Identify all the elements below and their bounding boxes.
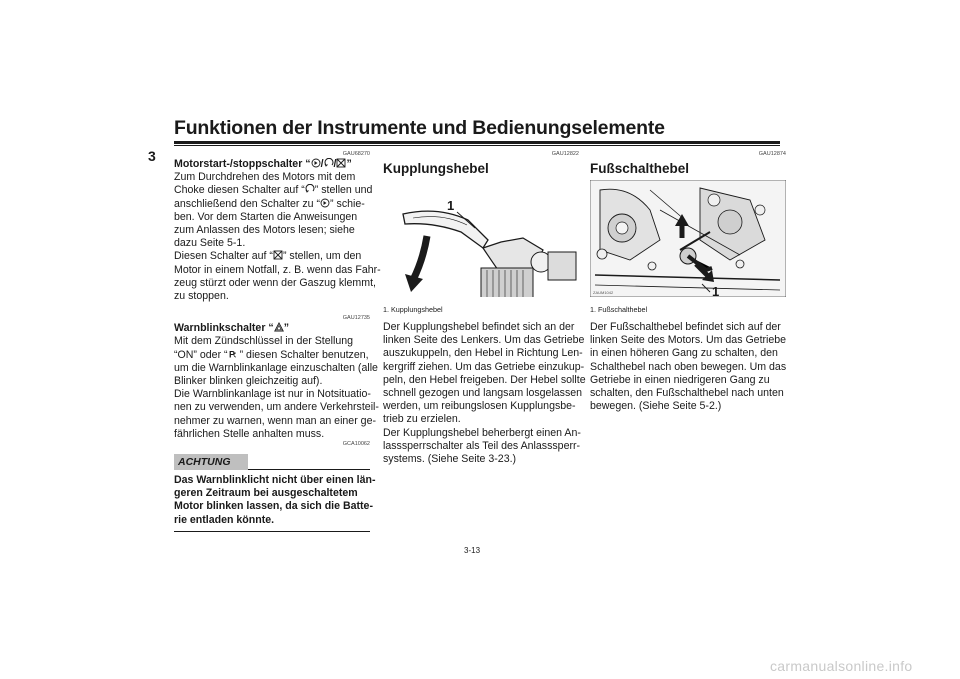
notice-header — [174, 454, 370, 470]
section-code: GCA10062 — [342, 441, 370, 448]
section-code: GAU12735 — [342, 315, 370, 322]
engine-stop-icon — [336, 158, 346, 168]
watermark-link[interactable]: carmanualsonline.info — [770, 658, 913, 674]
hazard-triangle-icon — [274, 322, 284, 332]
svg-text:P: P — [228, 349, 235, 359]
right-column: GAU12874 Fußschalthebel 1 ZAUM1042 1. Fußschalthebel Der Fußschalthebel befindet sich auf der linken Seite des Motors. Um das Getriebe in einen höheren Gang zu schalten, den Schalthebel nach oben bewegen. Um das Getriebe in einen niedrigeren Gang zu schalten, den Fußschalthebel nach unten bewegen. (Siehe Seite 5-2.) — [590, 151, 787, 413]
shift-pedal-figure — [590, 180, 786, 297]
engine-start-icon — [311, 158, 321, 168]
notice-body: Das Warnblinklicht nicht über einen län- geren Zeitraum bei ausgeschaltetem Motor blinken lassen, da sich die Batte- rie entladen könnte. — [174, 474, 376, 526]
shift-pedal-heading: Fußschalthebel — [590, 161, 690, 176]
figure-caption: 1. Kupplungshebel — [383, 305, 443, 314]
figure-code: ZAUM1042 — [593, 290, 614, 295]
section-code: GAU68270 — [342, 151, 370, 157]
clutch-lever-illustration — [383, 180, 579, 297]
shift-pedal-illustration — [590, 180, 786, 297]
figure-callout: 1 — [447, 198, 455, 213]
engine-run-icon — [324, 158, 334, 168]
figure-callout: 1 — [712, 284, 720, 297]
left-column: GAU68270 Motorstart-/stoppschalter “ / / ” Zum Durchdrehen des Motors mit dem Choke diesen Schalter auf “ ” stellen und anschließend den Schalter zu “ ” schie- ben. Vor dem Starten die Anweisungen zum Anlassen des Motors lesen; siehe dazu Seite 5-1. Diesen Schalter auf “ ” stellen, um den Motor in einem Notfall, z. B. wenn das Fahr- zeug stürzt oder wenn der Gaszug klemmt, zu stoppen. GAU12735 Warnblinkschalter “ ” Mit dem Zündschlüssel in der Stellung “ON” oder “ P ” diesen Schalter benutzen, um die Warnblinkanlage einzuschalten (alle Blinker blinken gleichzeitig auf). Die Warnblinkanlage ist nur in Notsituatio- nen zu verwenden, um andere Verkehrsteil- nehmer zu warnen, wenn man an einer ge- fährlichen Stelle anhalten muss. GCA10062 ACHTUNG Das Warnblinklicht nicht über einen län- geren Zeitraum bei ausgeschaltetem Motor blinken lassen, da sich die Batte- rie entladen könnte. — [174, 151, 370, 532]
chapter-number: 3 — [148, 148, 156, 164]
clutch-lever-figure — [383, 180, 579, 297]
header-rule — [174, 141, 780, 144]
figure-caption: 1. Fußschalthebel — [590, 305, 648, 314]
parking-p-icon — [228, 349, 240, 359]
section-code: GAU12822 — [551, 151, 579, 157]
hazard-switch-heading: Warnblinkschalter “ ” — [174, 322, 289, 335]
engine-switch-heading: Motorstart-/stoppschalter “ / / ” — [174, 158, 352, 170]
section-code: GAU12874 — [758, 151, 786, 157]
notice-label: ACHTUNG — [174, 454, 248, 470]
middle-column: GAU12822 Kupplungshebel 1 1. Kupplungshebel Der Kupplungshebel befindet sich an der linken Seite des Lenkers. Um das Getriebe auszukuppeln, den Hebel in Richtung Len- kergriff ziehen. Um das Getriebe einzukup- peln, den Hebel freigeben. Der Hebel sollte schnell gezogen und langsam losgelassen werden, um reibungslosen Kupplungsbe- trieb zu erzielen. Der Kupplungshebel beherbergt einen An- lasssperrschalter als Teil des Anlasssperr- systems. (Siehe Seite 3-23.) — [383, 151, 586, 466]
engine-start-icon — [320, 198, 330, 208]
engine-stop-icon — [273, 250, 283, 260]
page-number: 3-13 — [464, 546, 481, 555]
header-rule-thin — [174, 145, 780, 146]
engine-run-icon — [305, 184, 315, 194]
page-header-title: Funktionen der Instrumente und Bedienungselemente — [174, 117, 665, 139]
notice-end-rule — [174, 531, 370, 532]
clutch-lever-heading: Kupplungshebel — [383, 161, 489, 176]
